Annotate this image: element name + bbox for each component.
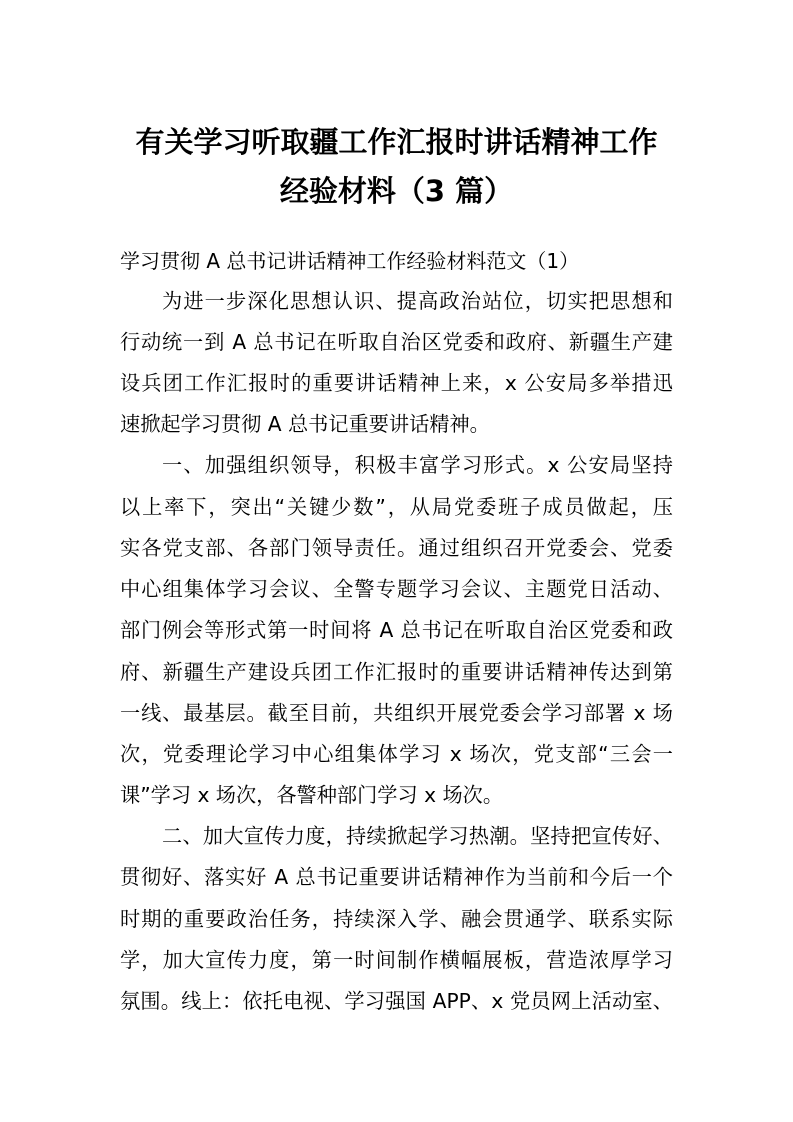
paragraph-line: 实各党支部、各部门领导责任。通过组织召开党委会、党委 bbox=[120, 536, 673, 560]
paragraph-line: 氛围。线上：依托电视、学习强国 APP、x 党员网上活动室、 bbox=[120, 989, 673, 1013]
paragraph-line: 一线、最基层。截至目前，共组织开展党委会学习部署 x 场 bbox=[120, 701, 673, 725]
paragraph-line: 行动统一到 A 总书记在听取自治区党委和政府、新疆生产建 bbox=[120, 330, 673, 354]
paragraph-line: 学，加大宣传力度，第一时间制作横幅展板，营造浓厚学习 bbox=[120, 948, 673, 972]
document-title-line-2: 经验材料（3 篇） bbox=[279, 174, 514, 208]
document-title-line-1: 有关学习听取疆工作汇报时讲话精神工作 bbox=[135, 125, 658, 159]
paragraph-line: 以上率下，突出“关键少数”，从局党委班子成员做起，压 bbox=[120, 495, 673, 519]
paragraph-line: 速掀起学习贯彻 A 总书记重要讲话精神。 bbox=[120, 412, 490, 436]
paragraph-line: 一、加强组织领导，积极丰富学习形式。x 公安局坚持 bbox=[162, 453, 673, 477]
paragraph-line: 部门例会等形式第一时间将 A 总书记在听取自治区党委和政 bbox=[120, 618, 673, 642]
paragraph-line: 设兵团工作汇报时的重要讲话精神上来，x 公安局多举措迅 bbox=[120, 371, 673, 395]
paragraph-line: 中心组集体学习会议、全警专题学习会议、主题党日活动、 bbox=[120, 577, 673, 601]
paragraph-line: 贯彻好、落实好 A 总书记重要讲话精神作为当前和今后一个 bbox=[120, 865, 673, 889]
paragraph-line: 时期的重要政治任务，持续深入学、融会贯通学、联系实际 bbox=[120, 907, 673, 931]
section-subheading: 学习贯彻 A 总书记讲话精神工作经验材料范文（1） bbox=[120, 249, 580, 273]
paragraph-line: 府、新疆生产建设兵团工作汇报时的重要讲话精神传达到第 bbox=[120, 660, 673, 684]
paragraph-line: 课”学习 x 场次，各警种部门学习 x 场次。 bbox=[120, 783, 504, 807]
paragraph-line: 为进一步深化思想认识、提高政治站位，切实把思想和 bbox=[162, 289, 673, 313]
paragraph-line: 次，党委理论学习中心组集体学习 x 场次，党支部“三会一 bbox=[120, 742, 673, 766]
paragraph-line: 二、加大宣传力度，持续掀起学习热潮。坚持把宣传好、 bbox=[162, 824, 673, 848]
